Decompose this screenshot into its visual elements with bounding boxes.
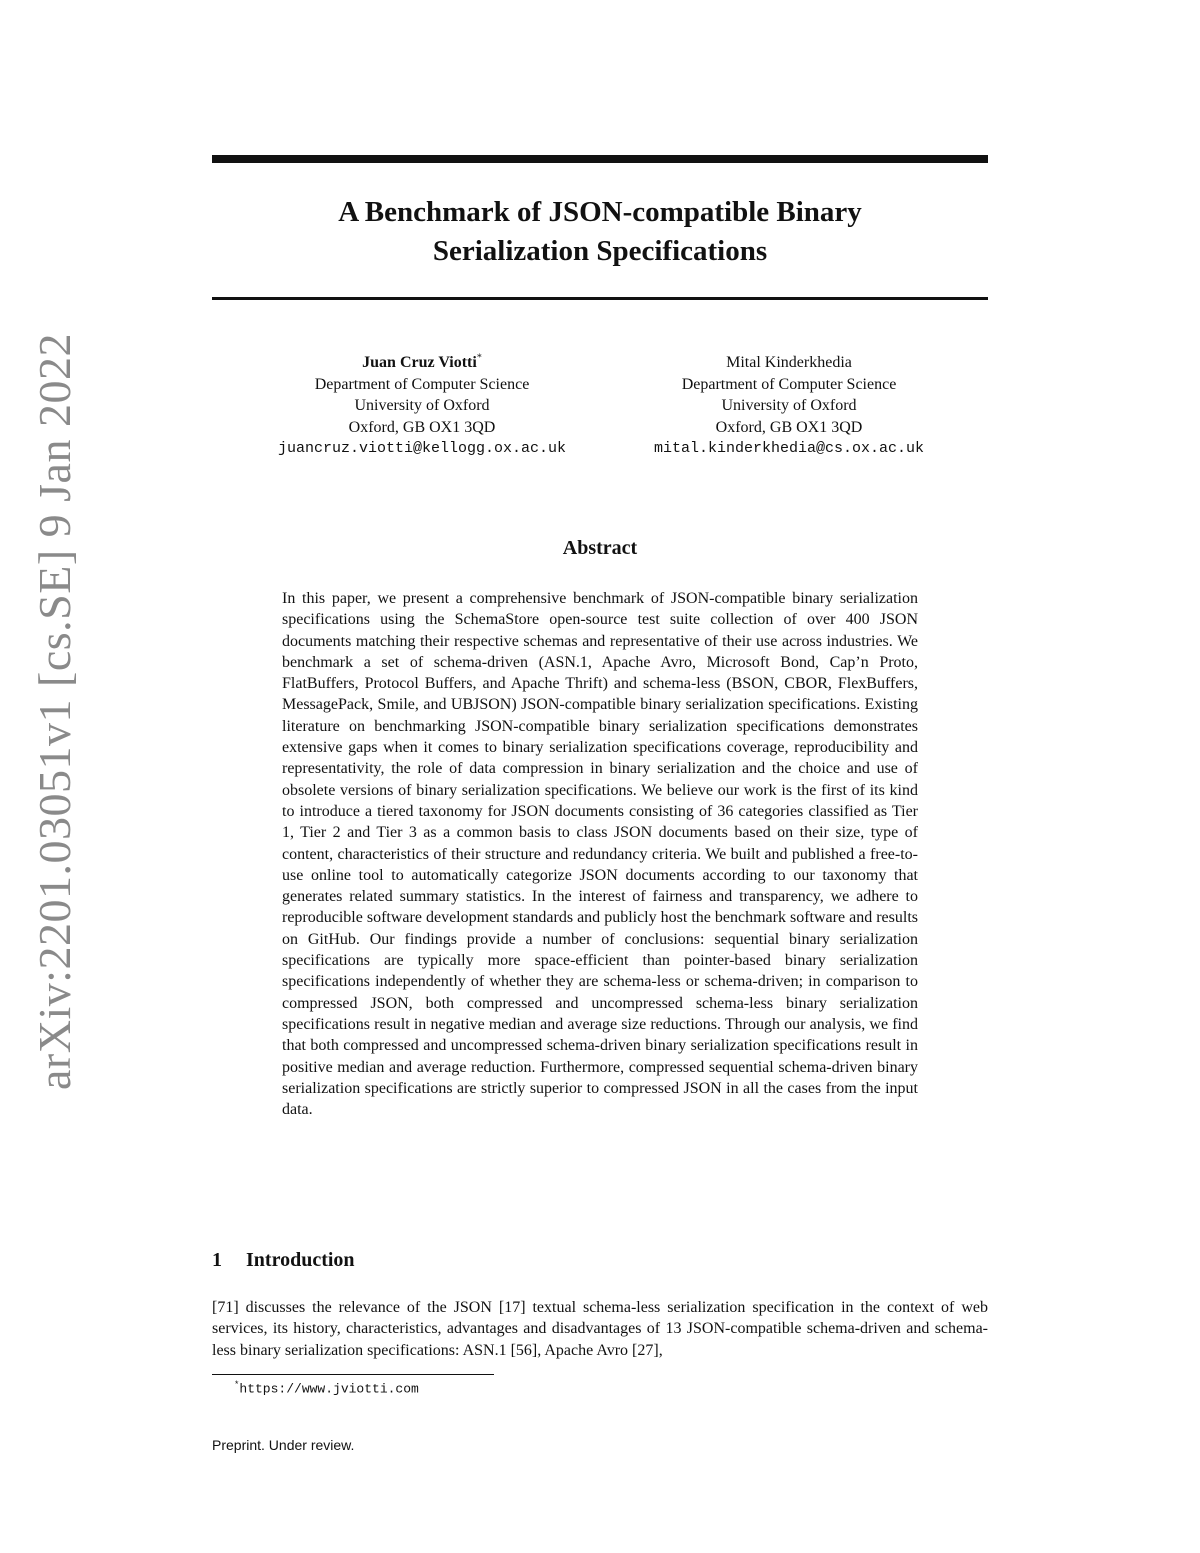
author-email: mital.kinderkhedia@cs.ox.ac.uk: [653, 440, 925, 457]
author-name: Mital Kinderkhedia: [726, 354, 852, 371]
footnote: [234, 1380, 419, 1396]
author-block-kinderkhedia: [609, 352, 969, 460]
author-name-text: Juan Cruz Viotti: [362, 354, 477, 371]
author-email: juancruz.viotti@kellogg.ox.ac.uk: [277, 440, 567, 457]
title-top-rule: [212, 155, 988, 163]
author-department: Department of Computer Science: [681, 375, 897, 393]
footnote-url: https://www.jviotti.com: [239, 1381, 419, 1397]
preprint-note: Preprint. Under review.: [212, 1437, 355, 1453]
section-title: Introduction: [246, 1249, 355, 1271]
paper-title: [212, 193, 988, 271]
author-footnote-mark: *: [476, 352, 482, 364]
footnote-rule: [212, 1374, 494, 1375]
abstract-heading: Abstract: [562, 537, 638, 559]
author-address: Oxford, GB OX1 3QD: [348, 418, 496, 436]
title-bottom-rule: [212, 297, 988, 300]
author-university: University of Oxford: [354, 397, 490, 414]
paper-title-line-2: Serialization Specifications: [432, 235, 768, 267]
introduction-text: [71] discusses the relevance of the JSON [17] textual schema-less serialization specification in the context of web services, its history, characteristics, advantages and disadvantages of 13 JSON-compatible schema-driven and schema-less binary serialization specifications: ASN.1 [56], Apache Avro [27],: [212, 1299, 988, 1359]
paper-title-line-1: A Benchmark of JSON-compatible Binary: [338, 196, 862, 228]
footnote-mark: *: [234, 1380, 240, 1390]
author-address: Oxford, GB OX1 3QD: [715, 418, 863, 436]
author-block-viotti: [242, 352, 602, 460]
author-department: Department of Computer Science: [314, 375, 530, 393]
section-number: 1: [212, 1249, 222, 1271]
author-name: [242, 352, 602, 374]
author-university: University of Oxford: [721, 397, 857, 414]
abstract-text: In this paper, we present a comprehensive benchmark of JSON-compatible binary serialization specifications using the SchemaStore open-source test suite collection of over 400 JSON documents matching their respective schemas and representative of their use across industries. We benchmark a set of schema-driven (ASN.1, Apache Avro, Microsoft Bond, Cap’n Proto, FlatBuffers, Protocol Buffers, and Apache Thrift) and schema-less (BSON, CBOR, FlexBuffers, MessagePack, Smile, and UBJSON) JSON-compatible binary serialization specifications. Existing literature on benchmarking JSON-compatible binary serialization specifications demonstrates extensive gaps when it comes to binary serialization specifications coverage, reproducibility and representativity, the role of data compression in binary serialization and the choice and use of obsolete versions of binary serialization specifications. We believe our work is the first of its kind to introduce a tiered taxonomy for JSON documents consisting of 36 categories classified as Tier 1, Tier 2 and Tier 3 as a common basis to class JSON documents based on their size, type of content, characteristics of their structure and redundancy criteria. We built and published a free-to-use online tool to automatically categorize JSON documents according to our taxonomy that generates related summary statistics. In the interest of fairness and transparency, we adhere to reproducible software development standards and publicly host the benchmark software and results on GitHub. Our findings provide a number of conclusions: sequential binary serialization specifications are typically more space-efficient than pointer-based binary serialization specifications independently of whether they are schema-less or schema-driven; in comparison to compressed JSON, both compressed and uncompressed schema-less binary serialization specifications result in negative median and average size reductions. Through our analysis, we find that both compressed and uncompressed schema-driven binary serialization specifications result in positive median and average reduction. Furthermore, compressed sequential schema-driven binary serialization specifications are strictly superior to compressed JSON in all the cases from the input data.: [282, 590, 918, 1119]
arxiv-identifier-stamp: arXiv:2201.03051v1 [cs.SE] 9 Jan 2022: [29, 333, 80, 1090]
section-heading-introduction: [212, 1249, 988, 1272]
